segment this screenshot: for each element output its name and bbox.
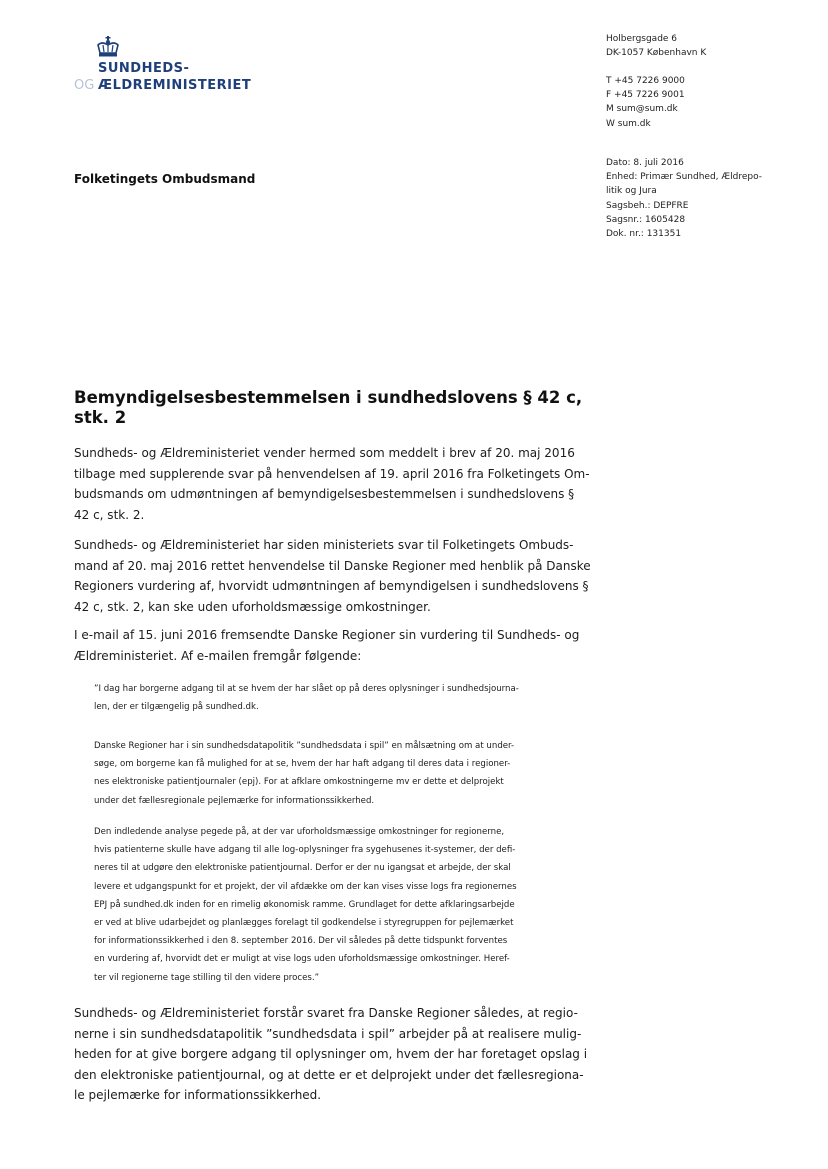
paragraph-line: den elektroniske patientjournal, og at dette er et delprojekt under det fællesregiona- [74, 1067, 584, 1082]
quote-line: neres til at udgøre den elektroniske patientjournal. Derfor er der nu igangsat et arbejde, der skal [94, 863, 511, 874]
contact-fax: F +45 7226 9001 [606, 90, 685, 101]
quote-line: en vurdering af, hvorvidt det er muligt at vise logs uden uforholdsmæssige omkostninger. Heref- [94, 954, 510, 965]
recipient: Folketingets Ombudsmand [74, 172, 256, 186]
document-title [74, 388, 583, 428]
address-block [606, 32, 706, 60]
paragraph-line: 42 c, stk. 2, kan ske uden uforholdsmæssige omkostninger. [74, 599, 431, 614]
meta-handler: Sagsbeh.: DEPFRE [606, 200, 689, 211]
meta-unit-2: litik og Jura [606, 186, 657, 197]
address-street: Holbergsgade 6 [606, 34, 678, 44]
paragraph-line: Sundheds- og Ældreministeriet har siden ministeriets svar til Folketingets Ombuds- [74, 538, 574, 552]
paragraph-5 [74, 1003, 588, 1106]
paragraph-3 [74, 625, 580, 666]
paragraph-1 [74, 443, 590, 525]
paragraph-line: I e-mail af 15. juni 2016 fremsendte Danske Regioner sin vurdering til Sundheds- og [74, 628, 580, 642]
paragraph-2 [74, 535, 591, 617]
contact-block [606, 74, 685, 131]
paragraph-line: Ældreministeriet. Af e-mailen fremgår følgende: [74, 648, 362, 663]
quote-line: Danske Regioner har i sin sundhedsdatapolitik ”sundhedsdata i spil” en målsætning om at under- [94, 741, 515, 751]
meta-date: Dato: 8. juli 2016 [606, 158, 684, 168]
logo-text-line1: SUNDHEDS- [98, 61, 190, 76]
quote-line: søge, om borgerne kan få mulighed for at se, hvem der har haft adgang til deres data i regioner- [94, 759, 511, 770]
paragraph-line: Sundheds- og Ældreministeriet vender hermed som meddelt i brev af 20. maj 2016 [74, 446, 575, 460]
contact-email[interactable]: M sum@sum.dk [606, 104, 678, 115]
quote-paragraph-3 [94, 823, 549, 987]
paragraph-line: Sundheds- og Ældreministeriet forstår svaret fra Danske Regioner således, at regio- [74, 1006, 578, 1020]
address-city: DK-1057 København K [606, 48, 707, 59]
paragraph-line: nerne i sin sundhedsdatapolitik ”sundhedsdata i spil” arbejder på at realisere mulig- [74, 1026, 582, 1041]
quote-line: for informationssikkerhed i den 8. september 2016. Der vil således på dette tidspunkt forventes [94, 936, 508, 947]
paragraph-line: Regioners vurdering af, hvorvidt udmøntningen af bemyndigelsen i sundhedslovens § [74, 579, 589, 594]
logo-text-og: OG [74, 78, 95, 93]
quote-line: hvis patienterne skulle have adgang til alle log-oplysninger fra sygehusenes it-systemer, der defi- [94, 845, 516, 856]
quote-line: ter vil regionerne tage stilling til den videre proces.” [94, 972, 320, 983]
quote-line: ”I dag har borgerne adgang til at se hvem der har slået op på deres oplysninger i sundhedsjourna- [94, 684, 519, 694]
quote-line: er ved at blive udarbejdet og planlægges forelagt til godkendelse i styregruppen for pejlemærket [94, 918, 514, 929]
quote-line: levere et udgangspunkt for et projekt, der vil afdække om der kan vises visse logs fra regionernes [94, 881, 517, 892]
quote-line: EPJ på sundhed.dk inden for en rimelig økonomisk ramme. Grundlaget for dette afklaringsarbejde [94, 899, 515, 910]
quote-paragraph-1 [94, 680, 549, 716]
logo-text-line2: ÆLDREMINISTERIET [98, 78, 252, 93]
quote-paragraph-2 [94, 737, 549, 810]
paragraph-line: 42 c, stk. 2. [74, 507, 145, 522]
title-line-2: stk. 2 [74, 408, 127, 427]
meta-document-number: Dok. nr.: 131351 [606, 229, 682, 240]
title-line-1: Bemyndigelsesbestemmelsen i sundhedslovens § 42 c, [74, 388, 583, 407]
ministry-logo [72, 36, 272, 96]
quote-line: under det fællesregionale pejlemærke for informationssikkerhed. [94, 795, 375, 806]
quote-line: len, der er tilgængelig på sundhed.dk. [94, 702, 259, 713]
quote-line: Den indledende analyse pegede på, at der var uforholdsmæssige omkostninger for regionerne, [94, 827, 505, 837]
paragraph-line: tilbage med supplerende svar på henvendelsen af 19. april 2016 fra Folketingets Om- [74, 466, 590, 481]
paragraph-line: budsmands om udmøntningen af bemyndigelsesbestemmelsen i sundhedslovens § [74, 487, 575, 502]
quote-line: nes elektroniske patientjournaler (epj). For at afklare omkostningerne mv er dette et delprojekt [94, 777, 504, 788]
paragraph-line: le pejlemærke for informationssikkerhed. [74, 1088, 322, 1103]
crown-icon [96, 36, 120, 58]
meta-unit-1: Enhed: Primær Sundhed, Ældrepo- [606, 172, 763, 183]
contact-web[interactable]: W sum.dk [606, 118, 651, 129]
document-meta [606, 156, 762, 241]
meta-case-number: Sagsnr.: 1605428 [606, 214, 686, 225]
paragraph-line: mand af 20. maj 2016 rettet henvendelse til Danske Regioner med henblik på Danske [74, 558, 591, 573]
paragraph-line: heden for at give borgere adgang til oplysninger om, hvem der har foretaget opslag i [74, 1047, 588, 1062]
contact-phone: T +45 7226 9000 [606, 76, 685, 86]
